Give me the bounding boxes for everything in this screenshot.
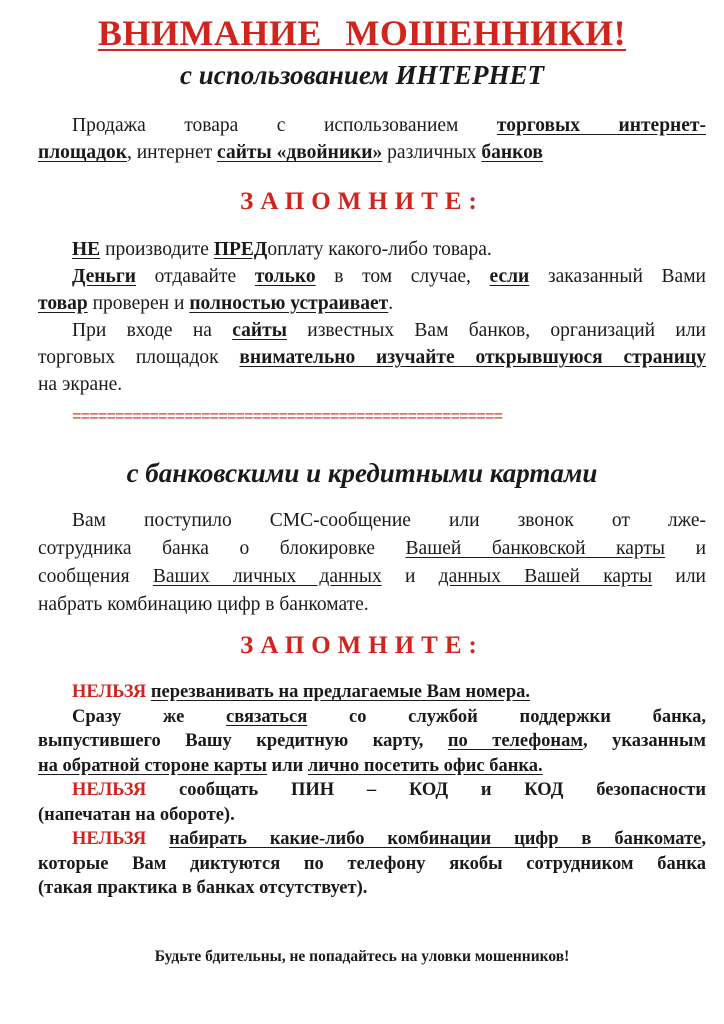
cards-intro: [38, 507, 706, 619]
section-divider: ==================================================: [72, 408, 503, 426]
rule-text: сообщать ПИН – КОД и КОД безопасности: [146, 780, 706, 800]
rule-text: со службой поддержки банка,: [307, 706, 706, 727]
internet-rules: [38, 236, 706, 398]
intro-text: , интернет: [127, 142, 218, 163]
intro-emphasis: торговых интернет-: [496, 115, 707, 136]
rule-underlined: на обратной стороне карты: [38, 755, 267, 776]
rule-line: (напечатан на обороте).: [38, 804, 235, 825]
rule-emphasis: НЕ: [72, 239, 101, 260]
intro-line: [38, 535, 706, 563]
rule-line: [38, 290, 706, 317]
remember-heading-2: ЗАПОМНИТЕ:: [240, 632, 484, 659]
rule-emphasis: внимательно изучайте открывшуюся страницу: [239, 347, 706, 368]
intro-underlined: Ваших личных данных: [152, 566, 382, 587]
intro-emphasis: площадок: [38, 142, 127, 163]
rule-text: торговых площадок: [38, 347, 240, 368]
rule-text: или: [266, 755, 308, 776]
rule-underlined: связаться: [226, 706, 308, 727]
rule-text: известных Вам банков, организаций или: [286, 320, 706, 341]
rule-text: .: [388, 293, 394, 314]
rule-underlined: перезванивать на предлагаемые Вам номера.: [150, 682, 530, 702]
intro-emphasis: сайты «двойники»: [217, 142, 383, 163]
rule-text: выпустившего Вашу кредитную карту,: [38, 731, 448, 751]
intro-line-2: [38, 139, 706, 166]
internet-intro: [38, 112, 706, 166]
rule-emphasis: если: [489, 266, 530, 287]
section-internet-subtitle: с использованием ИНТЕРНЕТ: [180, 60, 544, 90]
rule-text: Сразу же: [72, 706, 226, 727]
rule-text: в том случае,: [315, 266, 490, 287]
remember-heading-1: ЗАПОМНИТЕ:: [240, 188, 484, 215]
intro-line: [38, 563, 706, 591]
intro-text: и: [665, 538, 707, 559]
section-cards-subtitle: с банковскими и кредитными картами: [126, 458, 598, 488]
rule-emphasis: только: [254, 266, 316, 287]
intro-line-1: [38, 112, 706, 139]
intro-line: Вам поступило СМС-сообщение или звонок от лже-: [72, 510, 706, 531]
intro-line: набрать комбинацию цифр в банкомате.: [38, 594, 369, 615]
intro-text: сообщения: [38, 566, 153, 587]
rule-line: [38, 705, 706, 730]
rule-line: [38, 729, 706, 754]
intro-text: различных: [382, 142, 482, 163]
forbidden-label: НЕЛЬЗЯ: [72, 682, 147, 702]
rule-line: [38, 371, 706, 398]
rule-text: ,: [701, 829, 706, 849]
rule-text: оплату какого-либо товара.: [267, 239, 492, 260]
rule-text: на экране.: [38, 374, 123, 395]
rule-text: , указанным: [582, 731, 706, 751]
rule-text: заказанный Вами: [529, 266, 706, 287]
rule-line: [38, 754, 706, 779]
rule-line: которые Вам диктуются по телефону якобы сотрудником банка: [38, 853, 706, 874]
page-title: ВНИМАНИЕ МОШЕННИКИ!: [97, 13, 627, 53]
rule-underlined: лично посетить офис банка.: [307, 755, 543, 776]
rule-line: [38, 827, 706, 852]
intro-underlined: Вашей банковской карты: [405, 538, 666, 559]
intro-underlined: данных Вашей карты: [438, 566, 653, 587]
cards-rules: [38, 680, 706, 901]
rule-line: [38, 778, 706, 803]
footer-warning: Будьте бдительны, не попадайтесь на уловки мошенников!: [154, 948, 570, 965]
forbidden-label: НЕЛЬЗЯ: [72, 829, 147, 849]
rule-line: [38, 236, 706, 263]
intro-text: сотрудника банка о блокировке: [38, 538, 406, 559]
rule-text: отдавайте: [135, 266, 255, 287]
rule-emphasis: полностью устраивает: [189, 293, 389, 314]
rule-emphasis: ПРЕД: [213, 239, 268, 260]
rule-line: (такая практика в банках отсутствует).: [38, 878, 368, 898]
rule-underlined: по телефонам: [447, 731, 583, 751]
rule-line: [38, 317, 706, 344]
rule-text: При входе на: [72, 320, 233, 341]
rule-text: проверен и: [87, 293, 190, 314]
rule-emphasis: товар: [38, 293, 88, 314]
forbidden-label: НЕЛЬЗЯ: [72, 780, 147, 800]
rule-line: [38, 680, 706, 705]
rule-emphasis: Деньги: [72, 266, 136, 287]
rule-text: производите: [100, 239, 214, 260]
intro-text: и: [381, 566, 439, 587]
rule-underlined: набирать какие-либо комбинации цифр в банкомате: [169, 829, 702, 849]
intro-emphasis: банков: [481, 142, 543, 163]
intro-text: или: [652, 566, 706, 587]
rule-line: [38, 263, 706, 290]
rule-line: [38, 344, 706, 371]
intro-text: Продажа товара с использованием: [72, 115, 497, 136]
rule-emphasis: сайты: [232, 320, 287, 341]
